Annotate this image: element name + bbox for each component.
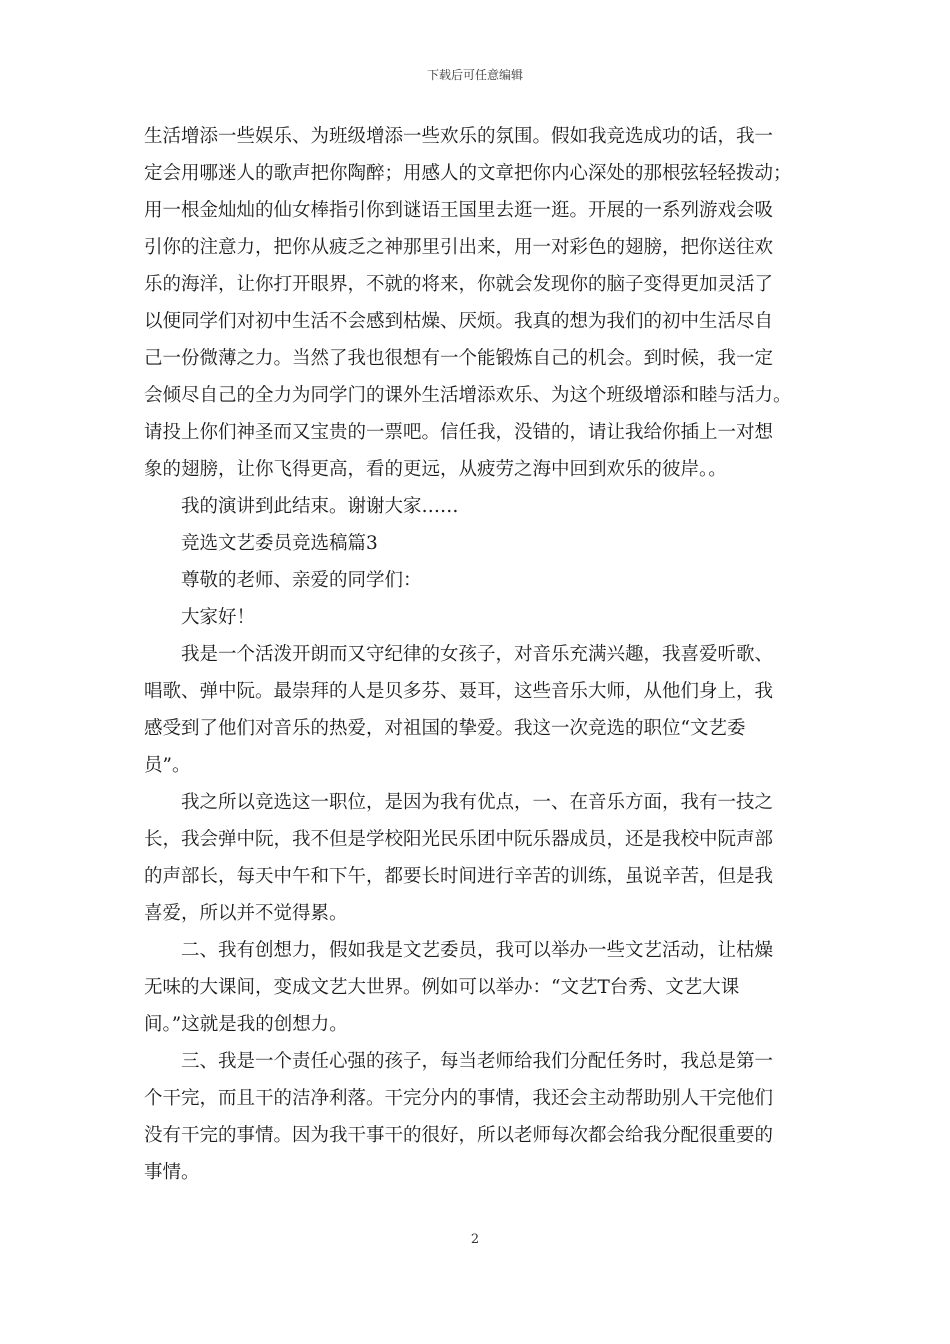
text-line: 象的翅膀，让你飞得更高，看的更远，从疲劳之海中回到欢乐的彼岸。。 xyxy=(144,459,727,480)
text-line: 三、我是一个责任心强的孩子，每当老师给我们分配任务时，我总是第一 xyxy=(181,1051,774,1072)
text-line: 长，我会弹中阮，我不但是学校阳光民乐团中阮乐器成员，还是我校中阮声部 xyxy=(144,829,774,850)
text-line: 个干完，而且干的洁净利落。干完分内的事情，我还会主动帮助别人干完他们 xyxy=(144,1088,774,1109)
document-body xyxy=(144,118,810,1191)
text-line: 以便同学们对初中生活不会感到枯燥、厌烦。我真的想为我们的初中生活尽自 xyxy=(144,311,774,332)
text-line: 唱歌、弹中阮。最崇拜的人是贝多芬、聂耳，这些音乐大师，从他们身上，我 xyxy=(144,681,774,702)
text-line: 生活增添一些娱乐、为班级增添一些欢乐的氛围。假如我竞选成功的话，我一 xyxy=(144,126,774,147)
text-line: 用一根金灿灿的仙女棒指引你到谜语王国里去逛一逛。开展的一系列游戏会吸 xyxy=(144,200,774,221)
text-line: 我之所以竞选这一职位，是因为我有优点，一、在音乐方面，我有一技之 xyxy=(181,792,774,813)
text-line: 己一份微薄之力。当然了我也很想有一个能锻炼自己的机会。到时候，我一定 xyxy=(144,348,774,369)
text-line: 定会用哪迷人的歌声把你陶醉；用感人的文章把你内心深处的那根弦轻轻拨动； xyxy=(144,163,792,184)
text-line: 乐的海洋，让你打开眼界，不就的将来，你就会发现你的脑子变得更加灵活了 xyxy=(144,274,774,295)
text-line: 我的演讲到此结束。谢谢大家…… xyxy=(181,496,459,517)
text-line: 尊敬的老师、亲爱的同学们： xyxy=(181,570,422,591)
text-line: 我是一个活泼开朗而又守纪律的女孩子，对音乐充满兴趣，我喜爱听歌、 xyxy=(181,644,774,665)
page-number: 2 xyxy=(470,1232,480,1247)
text-line: 员”。 xyxy=(144,755,191,776)
text-line: 没有干完的事情。因为我干事干的很好，所以老师每次都会给我分配很重要的 xyxy=(144,1125,774,1146)
text-line: 竞选文艺委员竞选稿篇3 xyxy=(181,533,378,554)
text-line: 的声部长，每天中午和下午，都要长时间进行辛苦的训练，虽说辛苦，但是我 xyxy=(144,866,774,887)
page-header: 下载后可任意编辑 xyxy=(426,68,523,82)
text-line: 大家好！ xyxy=(181,607,256,628)
text-line: 间。”这就是我的创想力。 xyxy=(144,1014,348,1035)
text-line: 事情。 xyxy=(144,1162,200,1183)
text-line: 无味的大课间，变成文艺大世界。例如可以举办：“文艺T台秀、文艺大课 xyxy=(144,977,740,998)
text-line: 引你的注意力，把你从疲乏之神那里引出来，用一对彩色的翅膀，把你送往欢 xyxy=(144,237,774,258)
text-line: 二、我有创想力，假如我是文艺委员，我可以举办一些文艺活动，让枯燥 xyxy=(181,940,774,961)
text-line: 感受到了他们对音乐的热爱，对祖国的挚爱。我这一次竞选的职位“文艺委 xyxy=(144,718,746,739)
text-line: 会倾尽自己的全力为同学门的课外生活增添欢乐、为这个班级增添和睦与活力。 xyxy=(144,385,792,406)
text-line: 喜爱，所以并不觉得累。 xyxy=(144,903,348,924)
text-line: 请投上你们神圣而又宝贵的一票吧。信任我，没错的，请让我给你插上一对想 xyxy=(144,422,774,443)
